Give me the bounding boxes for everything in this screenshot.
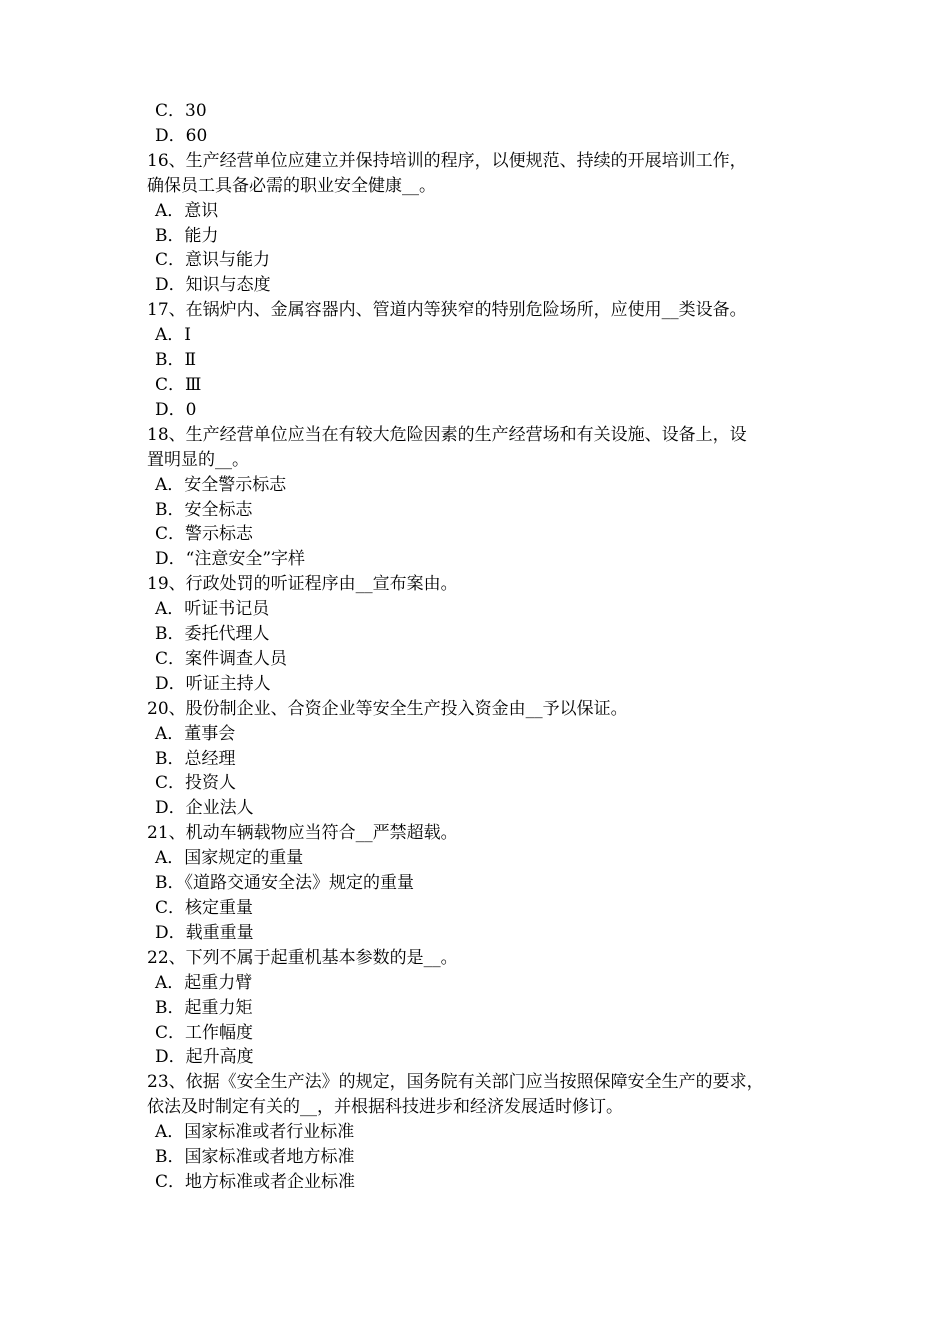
answer-option bbox=[147, 373, 827, 398]
option-letter: A． bbox=[155, 599, 185, 620]
option-d bbox=[147, 124, 827, 149]
answer-option bbox=[147, 398, 827, 423]
option-text: 国家标准或者行业标准 bbox=[184, 1122, 355, 1143]
answer-option bbox=[147, 248, 827, 273]
question-text: 17、在锅炉内、金属容器内、管道内等狭窄的特别危险场所，应使用__类设备。 bbox=[147, 300, 747, 321]
option-text: 0 bbox=[185, 399, 197, 420]
option-text: 能力 bbox=[184, 225, 219, 246]
question-text: 确保员工具备必需的职业安全健康__。 bbox=[147, 175, 436, 196]
option-text: 企业法人 bbox=[185, 798, 254, 819]
answer-option bbox=[147, 273, 827, 298]
option-text: 国家规定的重量 bbox=[184, 848, 304, 869]
option-text: Ⅱ bbox=[184, 350, 197, 371]
option-text: 案件调查人员 bbox=[185, 648, 288, 669]
answer-option bbox=[147, 996, 827, 1021]
option-letter: C． bbox=[155, 898, 186, 918]
option-letter: B． bbox=[155, 1147, 185, 1168]
option-text: 董事会 bbox=[184, 723, 236, 744]
option-letter: B． bbox=[155, 225, 185, 246]
question-block bbox=[147, 821, 827, 946]
option-letter: B． bbox=[155, 499, 185, 520]
option-letter: D． bbox=[155, 922, 186, 943]
question-text: 18、生产经营单位应当在有较大危险因素的生产经营场和有关设施、设备上，设 bbox=[147, 424, 747, 445]
question-block bbox=[147, 572, 827, 697]
option-text: 知识与态度 bbox=[185, 275, 271, 296]
question-text: 23、依据《安全生产法》的规定，国务院有关部门应当按照保障安全生产的要求， bbox=[147, 1072, 764, 1093]
option-letter: A． bbox=[155, 325, 185, 346]
answer-option bbox=[147, 199, 827, 224]
answer-option bbox=[147, 1145, 827, 1170]
question-text: 依法及时制定有关的__，并根据科技进步和经济发展适时修订。 bbox=[147, 1097, 623, 1118]
option-text: 起升高度 bbox=[185, 1047, 254, 1068]
option-text: 60 bbox=[185, 125, 208, 146]
option-letter: C． bbox=[155, 773, 186, 794]
option-letter: D． bbox=[155, 798, 186, 819]
option-text: 起重力臂 bbox=[184, 972, 253, 993]
option-letter: C． bbox=[155, 524, 186, 545]
option-letter: D． bbox=[155, 275, 186, 296]
question-text: 19、行政处罚的听证程序由__宣布案由。 bbox=[147, 574, 458, 595]
option-letter: A． bbox=[155, 474, 185, 495]
option-text: 意识 bbox=[184, 200, 219, 221]
option-letter: A． bbox=[155, 723, 185, 744]
option-letter: A． bbox=[155, 1122, 185, 1143]
answer-option bbox=[147, 498, 827, 523]
question-block bbox=[147, 298, 827, 423]
option-letter: D． bbox=[155, 549, 186, 570]
answer-option bbox=[147, 971, 827, 996]
answer-option bbox=[147, 547, 827, 572]
option-text: “注意安全”字样 bbox=[185, 549, 306, 570]
option-text: 警示标志 bbox=[185, 524, 254, 545]
option-text: 安全警示标志 bbox=[184, 474, 287, 495]
question-list bbox=[147, 149, 827, 1195]
option-letter: B． bbox=[155, 873, 185, 894]
answer-option bbox=[147, 473, 827, 498]
answer-option bbox=[147, 522, 827, 547]
answer-option bbox=[147, 747, 827, 772]
answer-option bbox=[147, 1021, 827, 1046]
answer-option bbox=[147, 672, 827, 697]
answer-option bbox=[147, 771, 827, 796]
question-text: 22、下列不属于起重机基本参数的是__。 bbox=[147, 947, 458, 968]
question-text: 21、机动车辆载物应当符合__严禁超载。 bbox=[147, 823, 458, 844]
answer-option bbox=[147, 622, 827, 647]
option-text: 核定重量 bbox=[185, 898, 254, 918]
question-text: 16、生产经营单位应建立并保持培训的程序，以便规范、持续的开展培训工作， bbox=[147, 150, 747, 171]
question-block bbox=[147, 423, 827, 572]
question-block bbox=[147, 149, 827, 298]
answer-option bbox=[147, 921, 827, 946]
option-c bbox=[147, 99, 827, 124]
question-block bbox=[147, 697, 827, 822]
answer-option bbox=[147, 846, 827, 871]
answer-option bbox=[147, 796, 827, 821]
option-letter: C． bbox=[155, 1022, 186, 1043]
answer-option bbox=[147, 597, 827, 622]
answer-option bbox=[147, 896, 827, 921]
answer-option bbox=[147, 348, 827, 373]
answer-option bbox=[147, 323, 827, 348]
option-letter: D． bbox=[155, 1047, 186, 1068]
option-letter: A． bbox=[155, 972, 185, 993]
option-text: 总经理 bbox=[184, 748, 236, 769]
document-body bbox=[147, 99, 827, 1195]
option-text: 载重重量 bbox=[185, 922, 254, 943]
option-text: 安全标志 bbox=[184, 499, 253, 520]
option-letter: A． bbox=[155, 848, 185, 869]
answer-option bbox=[147, 871, 827, 896]
option-letter: B． bbox=[155, 624, 185, 645]
option-letter: A． bbox=[155, 200, 185, 221]
option-text: 意识与能力 bbox=[185, 250, 271, 271]
option-text: Ⅲ bbox=[185, 374, 202, 395]
option-text: 起重力矩 bbox=[184, 997, 253, 1018]
leading-options bbox=[147, 99, 827, 149]
option-letter: B． bbox=[155, 748, 185, 769]
option-letter: B． bbox=[155, 997, 185, 1018]
option-text: 委托代理人 bbox=[184, 624, 270, 645]
option-text: 工作幅度 bbox=[185, 1022, 254, 1043]
answer-option bbox=[147, 1170, 827, 1195]
option-text: Ⅰ bbox=[184, 325, 191, 346]
option-text: 听证主持人 bbox=[185, 673, 271, 694]
option-letter: C． bbox=[155, 101, 186, 121]
option-letter: C． bbox=[155, 374, 186, 395]
option-letter: B． bbox=[155, 350, 185, 371]
question-block bbox=[147, 1070, 827, 1195]
option-text: 投资人 bbox=[185, 773, 237, 794]
option-text: 国家标准或者地方标准 bbox=[184, 1147, 355, 1168]
option-letter: C． bbox=[155, 648, 186, 669]
answer-option bbox=[147, 1045, 827, 1070]
option-text: 30 bbox=[185, 101, 207, 121]
option-letter: D． bbox=[155, 399, 186, 420]
option-letter: D． bbox=[155, 673, 186, 694]
option-letter: D． bbox=[155, 125, 186, 146]
answer-option bbox=[147, 1120, 827, 1145]
answer-option bbox=[147, 224, 827, 249]
option-letter: C． bbox=[155, 1171, 186, 1192]
question-block bbox=[147, 946, 827, 1071]
option-text: 听证书记员 bbox=[184, 599, 270, 620]
option-text: 《道路交通安全法》规定的重量 bbox=[184, 873, 414, 894]
answer-option bbox=[147, 722, 827, 747]
option-text: 地方标准或者企业标准 bbox=[185, 1171, 356, 1192]
question-text: 20、股份制企业、合资企业等安全生产投入资金由__予以保证。 bbox=[147, 698, 628, 719]
question-text: 置明显的__。 bbox=[147, 449, 249, 470]
option-letter: C． bbox=[155, 250, 186, 271]
answer-option bbox=[147, 647, 827, 672]
